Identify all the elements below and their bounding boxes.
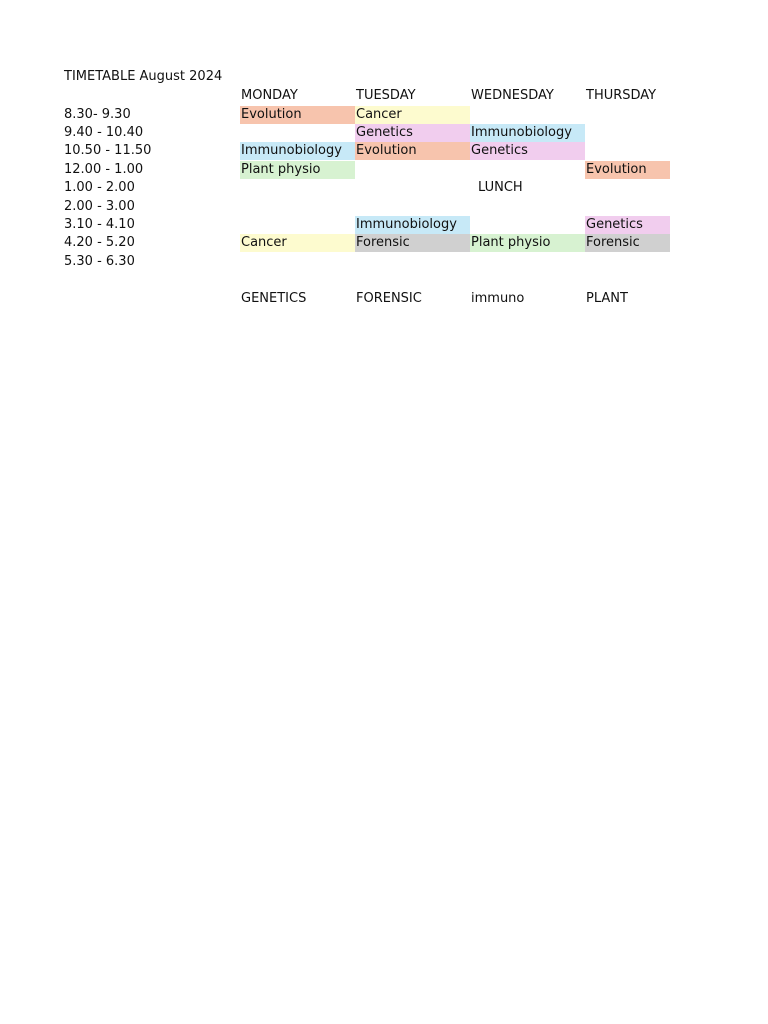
time-slot: 4.20 - 5.20 — [64, 235, 135, 250]
class-cell — [240, 124, 355, 142]
class-cell: Immunobiology — [470, 124, 585, 142]
class-cell — [470, 106, 585, 124]
footer-label: GENETICS — [241, 291, 307, 306]
class-cell: Evolution — [585, 161, 670, 179]
time-slot: 12.00 - 1.00 — [64, 162, 144, 177]
class-cell — [585, 124, 670, 142]
class-cell — [240, 216, 355, 234]
class-cell: Evolution — [240, 106, 355, 124]
time-slot: 3.10 - 4.10 — [64, 217, 135, 232]
footer-label: PLANT — [586, 291, 628, 306]
time-slot: 9.40 - 10.40 — [64, 125, 144, 140]
time-slot: 1.00 - 2.00 — [64, 180, 135, 195]
class-cell: Immunobiology — [240, 142, 355, 160]
time-slot: 8.30- 9.30 — [64, 107, 131, 122]
time-slot: 10.50 - 11.50 — [64, 143, 152, 158]
footer-label: immuno — [471, 291, 525, 306]
lunch-label: LUNCH — [478, 180, 523, 195]
class-cell: Forensic — [355, 234, 470, 252]
class-cell — [585, 142, 670, 160]
class-cell: Genetics — [585, 216, 670, 234]
time-slot: 5.30 - 6.30 — [64, 254, 135, 269]
class-cell: Evolution — [355, 142, 470, 160]
class-cell: Cancer — [355, 106, 470, 124]
day-header-monday: MONDAY — [241, 88, 298, 103]
class-cell — [470, 161, 585, 179]
class-cell: Genetics — [355, 124, 470, 142]
class-cell — [355, 161, 470, 179]
footer-label: FORENSIC — [356, 291, 422, 306]
class-cell: Genetics — [470, 142, 585, 160]
class-cell: Plant physio — [240, 161, 355, 179]
day-header-tuesday: TUESDAY — [356, 88, 416, 103]
class-cell: Immunobiology — [355, 216, 470, 234]
class-cell: Forensic — [585, 234, 670, 252]
class-cell: Plant physio — [470, 234, 585, 252]
class-cell: Cancer — [240, 234, 355, 252]
timetable-title: TIMETABLE August 2024 — [64, 69, 223, 84]
day-header-thursday: THURSDAY — [586, 88, 657, 103]
class-cell — [470, 216, 585, 234]
day-header-wednesday: WEDNESDAY — [471, 88, 554, 103]
time-slot: 2.00 - 3.00 — [64, 199, 135, 214]
class-cell — [585, 106, 670, 124]
